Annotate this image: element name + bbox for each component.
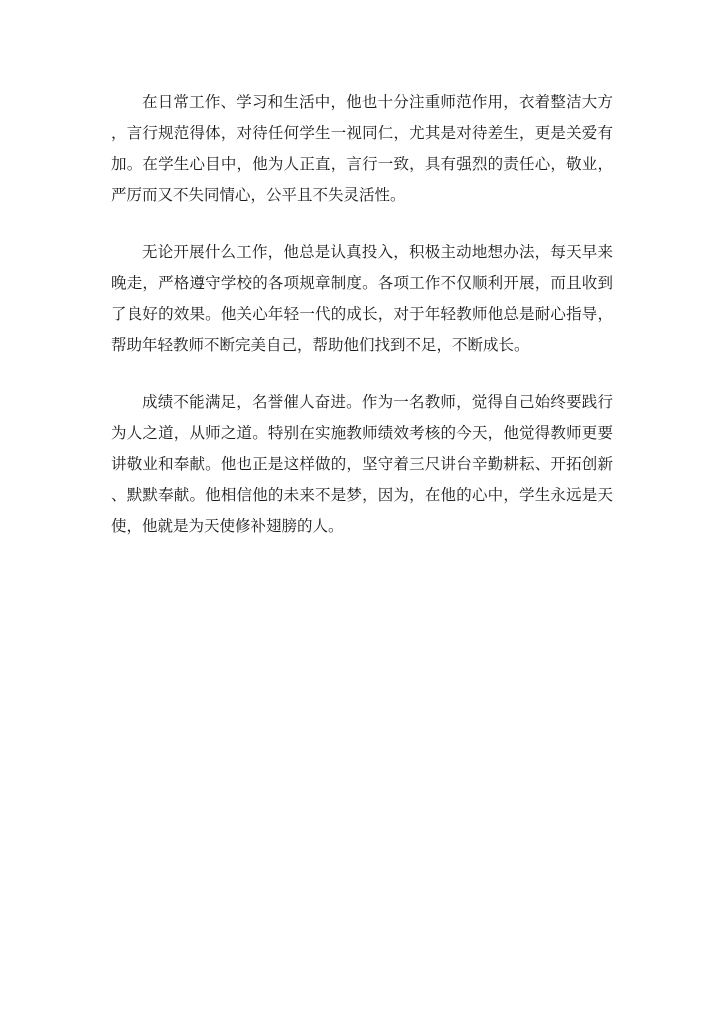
paragraph-2: 无论开展什么工作，他总是认真投入，积极主动地想办法，每天早来晚走，严格遵守学校的各项规章制度。各项工作不仅顺利开展，而且收到了良好的效果。他关心年轻一代的成长，对于年轻教师他总是耐心指导，帮助年轻教师不断完美自己，帮助他们找到不足，不断成长。 (111, 243, 613, 354)
document-body (111, 87, 613, 568)
paragraph-1: 在日常工作、学习和生活中，他也十分注重师范作用，衣着整洁大方，言行规范得体，对待任何学生一视同仁，尤其是对待差生，更是关爱有加。在学生心目中，他为人正直，言行一致，具有强烈的责任心，敬业，严厉而又不失同情心，公平且不失灵活性。 (111, 93, 613, 204)
paragraph-3: 成绩不能满足，名誉催人奋进。作为一名教师，觉得自己始终要践行为人之道，从师之道。特别在实施教师绩效考核的今天，他觉得教师更要讲敬业和奉献。他也正是这样做的，坚守着三尺讲台辛勤耕耘、开拓创新、默默奉献。他相信他的未来不是梦，因为，在他的心中，学生永远是天使，他就是为天使修补翅膀的人。 (111, 393, 613, 535)
